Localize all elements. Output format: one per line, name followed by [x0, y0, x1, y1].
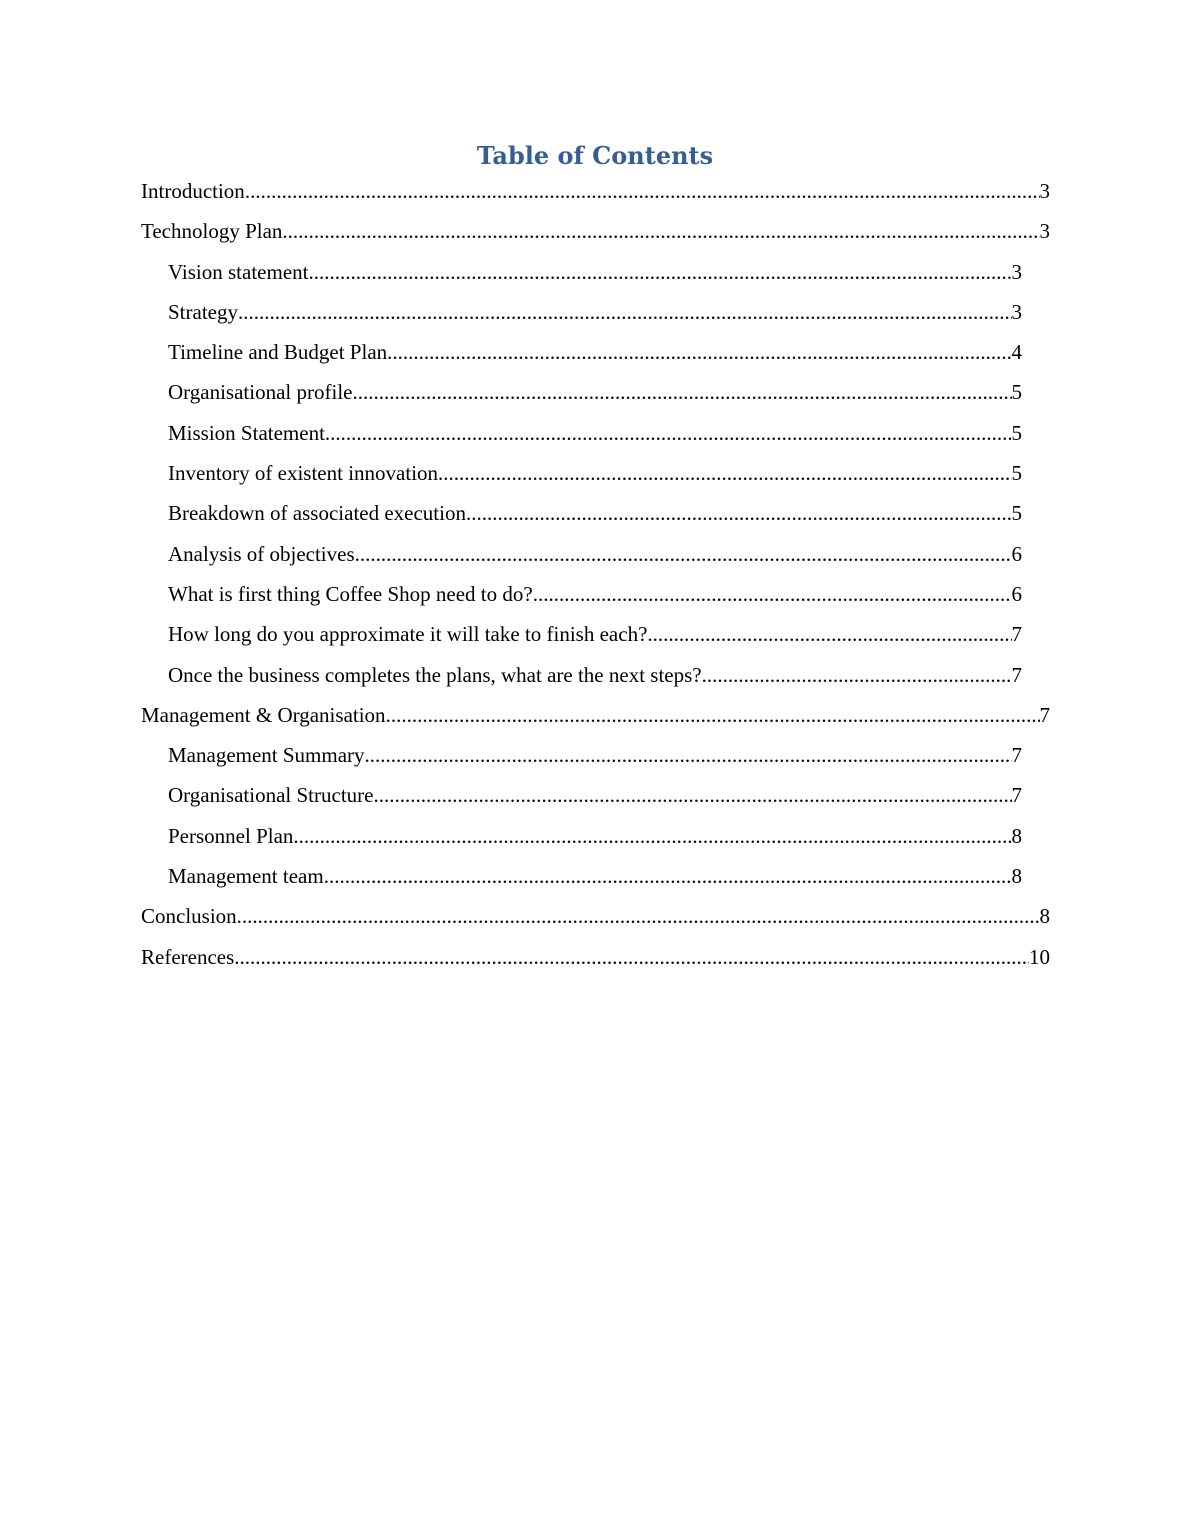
toc-entry-label: Technology Plan — [141, 219, 283, 244]
toc-entry-how-long-to-finish[interactable] — [168, 614, 1022, 654]
toc-entry-label: What is first thing Coffee Shop need to do? — [168, 581, 533, 606]
toc-entry-management-summary[interactable] — [168, 735, 1022, 775]
toc-entry-label: Analysis of objectives — [168, 541, 355, 566]
toc-entry-label: References — [141, 944, 235, 969]
toc-page-number: 5 — [1011, 380, 1022, 405]
toc-entry-label: Strategy — [168, 299, 238, 324]
toc-dot-leader — [308, 252, 1011, 292]
toc-entry-label: Management Summary — [168, 743, 365, 768]
toc-page-number: 6 — [1011, 541, 1022, 566]
toc-page-number: 7 — [1011, 662, 1022, 687]
toc-entry-label: Conclusion — [141, 904, 237, 929]
toc-dot-leader — [365, 735, 1012, 775]
toc-dot-leader — [324, 856, 1012, 896]
toc-dot-leader — [325, 413, 1012, 453]
toc-page-number: 10 — [1029, 944, 1050, 969]
toc-entry-label: Introduction — [141, 179, 245, 203]
toc-dot-leader — [387, 332, 1011, 372]
toc-entry-personnel-plan[interactable] — [168, 816, 1022, 856]
toc-page-number: 5 — [1011, 501, 1022, 526]
toc-entry-label: Personnel Plan — [168, 823, 294, 848]
toc-entry-label: Management & Organisation — [141, 702, 386, 727]
toc-entry-references[interactable] — [141, 937, 1050, 977]
toc-entry-label: Inventory of existent innovation — [168, 461, 439, 486]
toc-dot-leader — [438, 453, 1011, 493]
toc-entry-technology-plan[interactable] — [141, 211, 1050, 251]
toc-page-number: 7 — [1011, 743, 1022, 768]
toc-dot-leader — [386, 695, 1040, 735]
toc-entry-label: Mission Statement — [168, 420, 325, 445]
toc-page-number: 8 — [1039, 904, 1050, 929]
toc-entry-label: Management team — [168, 864, 324, 889]
toc-dot-leader — [702, 655, 1012, 695]
toc-entry-management-team[interactable] — [168, 856, 1022, 896]
toc-entry-label: Breakdown of associated execution — [168, 501, 466, 526]
toc-page-number: 3 — [1039, 219, 1050, 244]
toc-dot-leader — [237, 896, 1040, 936]
toc-dot-leader — [238, 292, 1012, 332]
toc-dot-leader — [466, 493, 1012, 533]
toc-entry-strategy[interactable] — [168, 292, 1022, 332]
toc-entry-conclusion[interactable] — [141, 896, 1050, 936]
toc-dot-leader — [355, 534, 1012, 574]
toc-page-number: 3 — [1011, 299, 1022, 324]
toc-page-number: 8 — [1011, 823, 1022, 848]
toc-title: Table of Contents — [476, 141, 714, 170]
toc-page-number: 3 — [1039, 179, 1050, 203]
toc-entry-introduction[interactable] — [141, 171, 1050, 211]
toc-page-number: 4 — [1011, 340, 1022, 365]
toc-dot-leader — [245, 171, 1040, 211]
toc-entry-timeline-budget-plan[interactable] — [168, 332, 1022, 372]
toc-entry-organisational-profile[interactable] — [168, 372, 1022, 412]
toc-entry-mission-statement[interactable] — [168, 413, 1022, 453]
toc-entry-management-organisation[interactable] — [141, 695, 1050, 735]
toc-entry-label: Organisational Structure — [168, 783, 374, 808]
toc-page-number: 7 — [1039, 702, 1050, 727]
toc-page-number: 6 — [1011, 581, 1022, 606]
toc-dot-leader — [352, 372, 1011, 412]
toc-entry-label: Once the business completes the plans, what are the next steps? — [168, 662, 702, 687]
toc-entry-label: How long do you approximate it will take to finish each? — [168, 622, 648, 647]
toc-entry-organisational-structure[interactable] — [168, 775, 1022, 815]
toc-dot-leader — [647, 614, 1011, 654]
toc-page-number: 5 — [1011, 461, 1022, 486]
toc-page-number: 7 — [1011, 783, 1022, 808]
toc-page-number: 8 — [1011, 864, 1022, 889]
toc-entry-label: Timeline and Budget Plan — [168, 340, 388, 365]
toc-dot-leader — [282, 211, 1039, 251]
toc-dot-leader — [293, 816, 1011, 856]
toc-page-number: 7 — [1011, 622, 1022, 647]
toc-entry-next-steps[interactable] — [168, 655, 1022, 695]
toc-entry-breakdown-associated-execution[interactable] — [168, 493, 1022, 533]
table-of-contents — [141, 171, 1050, 977]
toc-dot-leader — [373, 775, 1011, 815]
toc-entry-first-thing-coffee-shop[interactable] — [168, 574, 1022, 614]
toc-entry-vision-statement[interactable] — [168, 252, 1022, 292]
toc-dot-leader — [234, 937, 1029, 977]
toc-entry-label: Vision statement — [168, 259, 309, 284]
toc-entry-inventory-existent-innovation[interactable] — [168, 453, 1022, 493]
toc-entry-label: Organisational profile — [168, 380, 353, 405]
toc-dot-leader — [533, 574, 1012, 614]
toc-page-number: 5 — [1011, 420, 1022, 445]
toc-entry-analysis-objectives[interactable] — [168, 534, 1022, 574]
toc-page-number: 3 — [1011, 259, 1022, 284]
